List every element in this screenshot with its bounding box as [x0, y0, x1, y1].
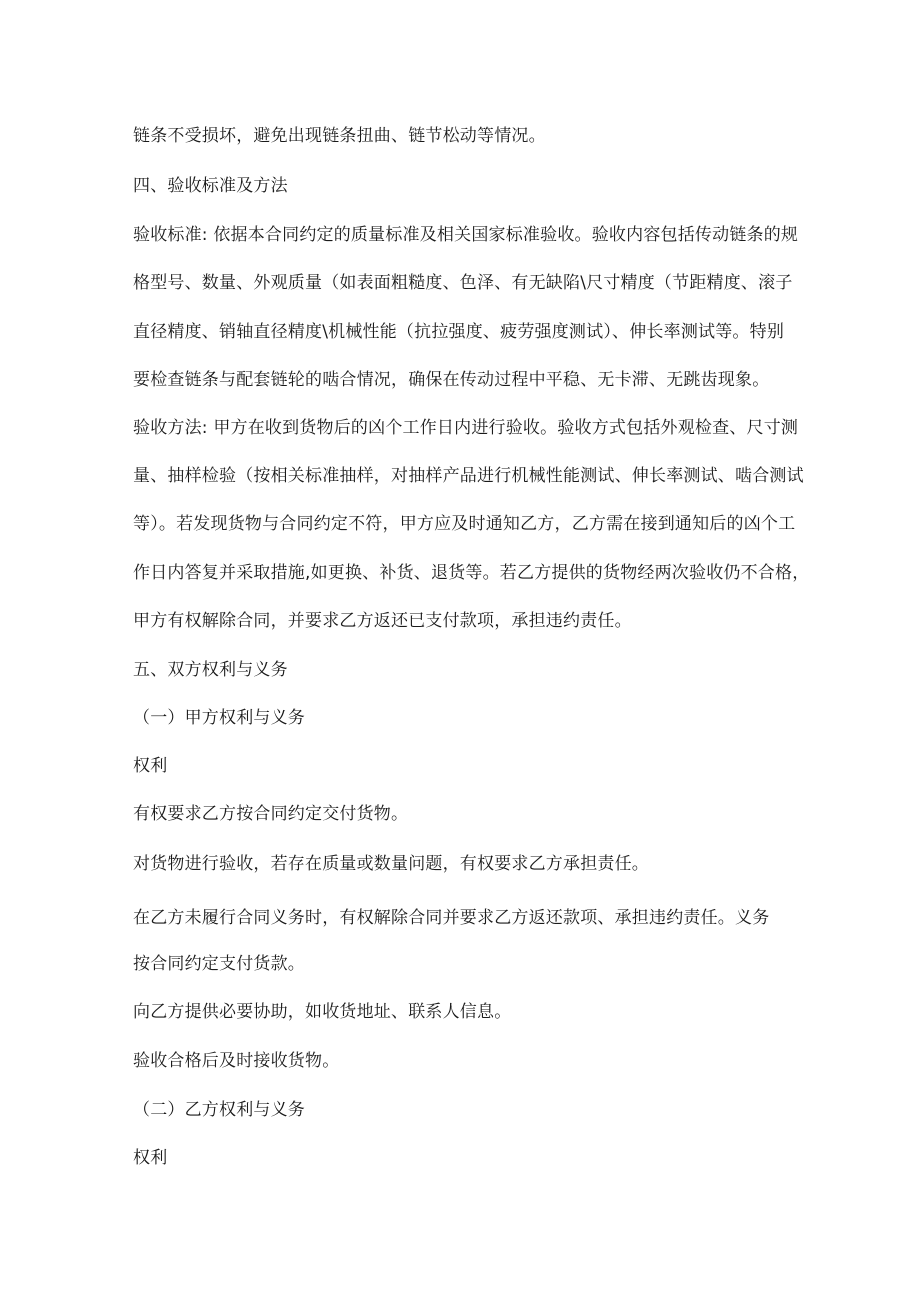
paragraph-line: 甲方有权解除合同，并要求乙方返还已支付款项，承担违约责任。 [133, 611, 632, 631]
paragraph-line: 对货物进行验收，若存在质量或数量问题，有权要求乙方承担责任。 [133, 854, 649, 874]
paragraph-line: 直径精度、销轴直径精度\机械性能（抗拉强度、疲劳强度测试）、伸长率测试等。特别 [133, 322, 785, 342]
section-heading: 五、双方权利与义务 [133, 660, 288, 680]
item-heading: 权利 [133, 756, 168, 776]
paragraph-line: 验收方法: 甲方在收到货物后的凶个工作日内进行验收。验收方式包括外观检查、尺寸测 [133, 418, 799, 438]
paragraph-line: 验收标准: 依据本合同约定的质量标准及相关国家标准验收。验收内容包括传动链条的规 [133, 225, 799, 245]
paragraph-line: 量、抽样检验（按相关标准抽样，对抽样产品进行机械性能测试、伸长率测试、啮合测试 [133, 466, 804, 486]
paragraph-line: 在乙方未履行合同义务时，有权解除合同并要求乙方返还款项、承担违约责任。义务 [133, 908, 770, 928]
subsection-heading: （二）乙方权利与义务 [133, 1100, 305, 1120]
paragraph-line: 等）。若发现货物与合同约定不符，甲方应及时通知乙方，乙方需在接到通知后的凶个工 [133, 514, 796, 534]
paragraph-line: 要检查链条与配套链轮的啮合情况，确保在传动过程中平稳、无卡滞、无跳齿现象。 [133, 370, 770, 390]
item-heading: 权利 [133, 1148, 168, 1168]
paragraph-line: 向乙方提供必要协助，如收货地址、联系人信息。 [133, 1002, 512, 1022]
paragraph-line: 作日内答复并采取措施,如更换、补货、退货等。若乙方提供的货物经两次验收仍不合格， [133, 563, 810, 583]
section-heading: 四、验收标准及方法 [133, 176, 288, 196]
paragraph-line: 格型号、数量、外观质量（如表面粗糙度、色泽、有无缺陷\尺寸精度（节距精度、滚子 [133, 273, 793, 293]
paragraph-line: 按合同约定支付货款。 [133, 954, 305, 974]
paragraph-line: 验收合格后及时接收货物。 [133, 1051, 340, 1071]
subsection-heading: （一）甲方权利与义务 [133, 708, 305, 728]
paragraph-line: 有权要求乙方按合同约定交付货物。 [133, 804, 409, 824]
paragraph-line: 链条不受损坏，避免出现链条扭曲、链节松动等情况。 [133, 126, 546, 146]
